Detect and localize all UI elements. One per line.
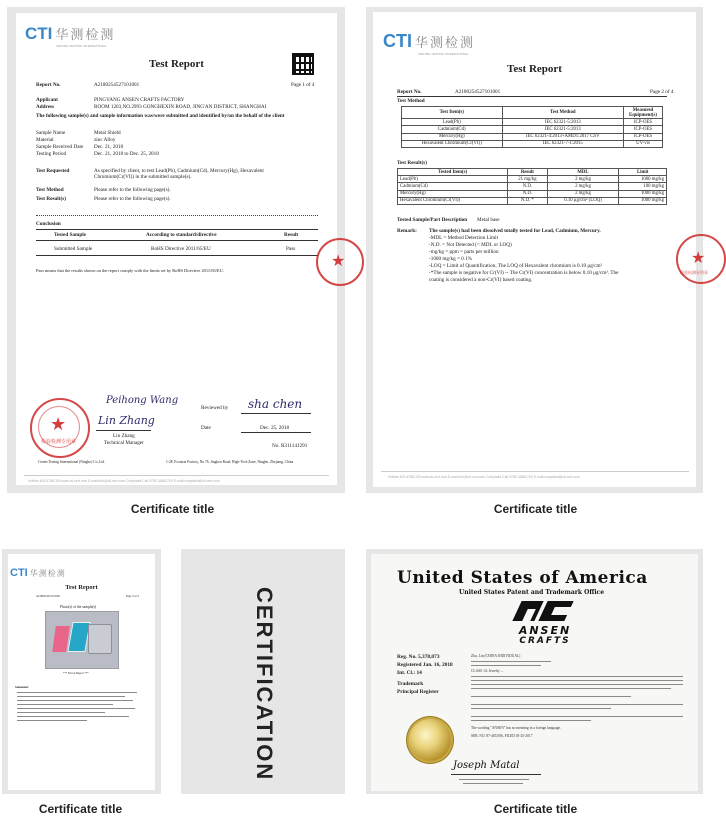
- table-cell: 2 mg/kg: [547, 190, 619, 197]
- table-row: [398, 190, 667, 197]
- goods-description: CLASS 14: Jewelry ...: [471, 669, 504, 673]
- director-signature: Joseph Matal: [453, 760, 520, 771]
- test-method-label: Test Method: [397, 98, 425, 104]
- conclusion-label: Conclusion: [36, 221, 61, 227]
- report-date: Dec. 25, 2018: [260, 425, 290, 431]
- table-cell: 1000 mg/kg: [619, 197, 667, 204]
- ac-emblem-icon: [513, 599, 573, 623]
- sample-note: The following sample(s) and sample information was/were submitted and identified by/on the behalf of the client: [36, 113, 285, 119]
- certificate-caption: Certificate title: [493, 802, 578, 816]
- method-col-method: Test Method: [502, 107, 623, 119]
- table-row: [402, 119, 663, 126]
- certificate-caption: Certificate title: [493, 502, 578, 516]
- star-icon: ★: [50, 414, 67, 435]
- conclusion-header: Tested Sample: [54, 232, 86, 238]
- page-number: Page 3 of 4: [126, 595, 139, 598]
- field-value: zinc Alloy: [94, 137, 116, 143]
- table-cell: 1000 mg/kg: [619, 176, 667, 183]
- test-method: Please refer to the following page(s).: [94, 187, 171, 193]
- report-title: Test Report: [65, 584, 98, 591]
- remark-line: The sample(s) had been dissolved totally tested for Lead, Cadmium, Mercury.: [429, 228, 601, 234]
- report-title: Test Report: [507, 63, 562, 75]
- owner-info: Zhu, Lin (CHINA INDIVIDUAL): [471, 654, 521, 658]
- reviewer-signature: sha chen: [248, 397, 303, 411]
- table-cell: Cadmium(Cd): [402, 126, 503, 133]
- mark-type: Trademark: [397, 681, 424, 687]
- report-no-label: Report No.: [397, 89, 422, 95]
- separator: [36, 255, 318, 256]
- table-cell: Hexavalent Chromium(Cr(VI)): [402, 140, 503, 147]
- cti-logo: CTI 华测检测: [383, 31, 476, 51]
- contact-footer: Hotline 400-6788-333 www.cti-cert.com E-mail:info@cti-cert.com Complaint Call 0755-33681700 E-mail:complaint@cti-cert.com: [388, 475, 580, 479]
- brand-top: ANSEN: [518, 624, 572, 637]
- table-row: [402, 126, 663, 133]
- table-cell: IEC 62321-5:2013: [502, 119, 623, 126]
- sample-metal-plate: [88, 624, 112, 654]
- statement-text: [17, 696, 125, 697]
- statement-text: [17, 720, 87, 721]
- registration-date: Registered Jan. 16, 2018: [397, 662, 453, 668]
- table-cell: N.D. *: [508, 197, 547, 204]
- remark-line: coating is considered a non-Cr(VI) based coating.: [429, 277, 533, 283]
- results-col-mdl: MDL: [547, 169, 619, 176]
- certificate-caption: Certificate title: [38, 802, 123, 816]
- conclusion-cell: Submitted Sample: [54, 246, 93, 252]
- statement-text: [17, 704, 113, 705]
- table-cell: IEC 62321-7-1:2015: [502, 140, 623, 147]
- approver-name: Lin Zhang: [113, 433, 135, 439]
- test-results-label: Test Result(s): [397, 160, 427, 166]
- registration-number: Reg. No. 5,378,073: [397, 654, 440, 660]
- test-report-page-2[interactable]: [373, 12, 708, 487]
- goods-text: [471, 720, 591, 721]
- goods-text: [471, 680, 683, 681]
- report-no: A2180254527101001: [94, 82, 140, 88]
- director-title: [463, 783, 523, 784]
- field-label: Testing Period: [36, 151, 67, 157]
- pass-note: Pass means that the results shown on the report comply with the limits set by RoHS Directive 2011/65/EU.: [36, 268, 224, 273]
- cti-logo: CTI 华测检测: [10, 567, 66, 579]
- ansen-logo: [499, 599, 591, 647]
- owner-text: [471, 661, 551, 662]
- statement-label: Statement:: [15, 685, 29, 689]
- field-label: Sample Name: [36, 130, 66, 136]
- mark-note: The wording "ANSEN" has no meaning in a foreign language.: [471, 726, 561, 730]
- company-address: 1-2F, Ecotaria Factory, No.76, Jingkou Road, High-Tech Zone, Ningbo, Zhejiang, China: [166, 460, 294, 464]
- director-title: [459, 779, 529, 780]
- gold-seal: [409, 719, 451, 761]
- table-row: [398, 183, 667, 190]
- page-number: Page 1 of 4: [291, 82, 315, 88]
- results-col-result: Result: [508, 169, 547, 176]
- table-cell: Mercury(Hg): [402, 133, 503, 140]
- conclusion-cell: RoHS Directive 2011/65/EU: [151, 246, 211, 252]
- table-cell: 2 mg/kg: [547, 183, 619, 190]
- certificate-card-2: [366, 7, 708, 493]
- goods-text: [471, 676, 683, 677]
- tested-part: Metal base: [477, 217, 500, 223]
- statement-text: [17, 716, 129, 717]
- field-value: Dec. 21, 2018: [94, 144, 124, 150]
- sample-photo: [45, 611, 119, 669]
- certificate-card-1: [7, 7, 345, 493]
- table-cell: Lead(Pb): [398, 176, 508, 183]
- applicant-label: Applicant: [36, 97, 58, 103]
- results-col-limit: Limit: [619, 169, 667, 176]
- serial-number: SER. NO. 87-465,956, FILED 05-25-2017: [471, 734, 533, 738]
- conclusion-header: Result: [284, 232, 299, 238]
- side-seal: [316, 238, 364, 286]
- cti-logo-subtitle: CENTRE TESTING INTERNATIONAL: [56, 44, 107, 48]
- separator: [96, 430, 151, 431]
- field-label: Material: [36, 137, 54, 143]
- owner-text: [471, 665, 541, 666]
- reviewed-label: Reviewed by: [201, 405, 229, 411]
- separator: [36, 215, 318, 216]
- side-seal: [676, 234, 726, 284]
- remark-line: -1000 mg/kg = 0.1%: [429, 256, 472, 262]
- goods-text: [471, 716, 683, 717]
- remark-line: -*The sample is negative for Cr(VI) -- The Cr(VI) concentration is below 0.10 μg/cm². The: [429, 270, 619, 276]
- conclusion-cell: Pass: [286, 246, 296, 252]
- seal-text: 检验检测专用章: [680, 270, 708, 275]
- field-value: Dec. 21, 2018 to Dec. 25, 2018: [94, 151, 159, 157]
- date-label: Date: [201, 425, 211, 431]
- test-results: Please refer to the following page(s).: [94, 196, 171, 202]
- test-requested: As specified by client, to test Lead(Pb), Cadmium(Cd), Mercury(Hg), Hexavalent Chromium(Cr(VI)) in the submitted sample(s).: [94, 168, 264, 180]
- report-no-label: Report No.: [36, 82, 61, 88]
- trademark-certificate[interactable]: [371, 554, 698, 791]
- international-class: Int. Cl.: 14: [397, 670, 422, 676]
- goods-text: [471, 688, 671, 689]
- table-cell: N.D.: [508, 183, 547, 190]
- table-cell: 100 mg/kg: [619, 183, 667, 190]
- separator: [36, 240, 318, 241]
- tested-part-label: Tested Sample/Part Description: [397, 217, 468, 223]
- separator: [241, 413, 311, 414]
- table-cell: 2 mg/kg: [547, 176, 619, 183]
- page-number: Page 2 of 4: [650, 89, 674, 95]
- applicant: PINGYANG ANSEN CRAFTS FACTORY: [94, 97, 185, 103]
- method-col-item: Test Item(s): [402, 107, 503, 119]
- table-cell: 1000 mg/kg: [619, 190, 667, 197]
- address-label: Address: [36, 104, 55, 110]
- table-row: [398, 197, 667, 204]
- brand-bottom: CRAFTS: [519, 636, 571, 646]
- approver-title: Technical Manager: [104, 440, 144, 446]
- field-value: Metal Shield: [94, 130, 121, 136]
- goods-text: [471, 708, 611, 709]
- register-type: Principal Register: [397, 689, 439, 695]
- results-table: [397, 168, 667, 205]
- table-cell: IEC 62321-5:2013: [502, 126, 623, 133]
- goods-text: [471, 696, 631, 697]
- table-row: [398, 176, 667, 183]
- table-cell: ICP-OES: [624, 126, 663, 133]
- conclusion-header: According to standard/directive: [146, 232, 217, 238]
- report-title: Test Report: [149, 58, 204, 70]
- star-icon: ★: [691, 248, 706, 267]
- remark-line: -LOQ = Limit of Quantification, The LOQ of Hexavalent chromium is 0.10 μg/cm²: [429, 263, 603, 269]
- test-method-label: Test Method: [36, 187, 64, 193]
- approver-signature: Lin Zhang: [98, 414, 155, 427]
- certificate-card-3: [2, 549, 161, 794]
- certificate-caption: Certificate title: [130, 502, 215, 516]
- certificate-subheading: United States Patent and Trademark Office: [459, 589, 605, 596]
- contact-footer: Hotline 400-6788-333 www.cti-cert.com E-mail:info@cti-cert.com Complaint Call 0755-33681700 E-mail:complaint@cti-cert.com: [28, 479, 220, 483]
- footer-rule: [24, 475, 329, 476]
- goods-text: [471, 684, 683, 685]
- test-report-page-3[interactable]: [8, 554, 155, 790]
- report-serial: R311141291: [280, 443, 308, 449]
- certificate-card-5: [366, 549, 703, 794]
- table-cell: IEC 62321-4:2013+AMD1:2017 CSV: [502, 133, 623, 140]
- report-no: A2180254527101001: [36, 595, 61, 598]
- table-cell: 0.10 μg/cm² (LOQ): [547, 197, 619, 204]
- address: ROOM 1203,NO.2993 GONGHEXIN ROAD, JING'AN DISTRICT, SHANGHAI: [94, 104, 267, 110]
- company-footer: Centre Testing International (Ningbo) Co.,Ltd.: [38, 460, 106, 464]
- separator: [451, 774, 541, 775]
- certification-banner: [181, 549, 345, 794]
- separator: [36, 229, 318, 230]
- results-col-item: Tested Item(s): [398, 169, 508, 176]
- star-icon: ★: [331, 251, 346, 270]
- cti-logo: CTI 华测检测: [25, 24, 116, 43]
- seal-text: 检验检测专用章: [41, 439, 77, 445]
- photo-caption: *** End of Report ***: [63, 672, 89, 675]
- company-seal: [30, 398, 90, 458]
- remark-line: -mg/kg = ppm = parts per million: [429, 249, 499, 255]
- footer-rule: [381, 471, 689, 472]
- photo-label: Photo(s) of the sample(s): [60, 605, 97, 609]
- statement-text: [17, 700, 133, 701]
- field-label: Sample Received Date: [36, 144, 84, 150]
- separator: [241, 432, 311, 433]
- table-row: [402, 140, 663, 147]
- table-row: [402, 133, 663, 140]
- separator: [397, 96, 667, 97]
- method-table: [401, 106, 663, 148]
- goods-text: [471, 704, 683, 705]
- table-cell: ICP-OES: [624, 133, 663, 140]
- certificate-heading: United States of America: [397, 568, 648, 588]
- test-requested-label: Test Requested: [36, 168, 70, 174]
- prepared-signature: Peihong Wang: [106, 395, 179, 406]
- cti-logo-subtitle: CENTRE TESTING INTERNATIONAL: [418, 52, 469, 56]
- test-report-page-1[interactable]: [16, 13, 346, 485]
- method-col-equipment: Measured Equipment(s): [624, 107, 663, 119]
- remark-label: Remark:: [397, 228, 417, 234]
- statement-text: [17, 712, 105, 713]
- statement-text: [17, 692, 137, 693]
- table-cell: Lead(Pb): [402, 119, 503, 126]
- remark-line: -MDL = Method Detection Limit: [429, 235, 499, 241]
- table-cell: N.D.: [508, 190, 547, 197]
- statement-text: [17, 708, 135, 709]
- certification-label: CERTIFICATION: [252, 587, 277, 782]
- table-cell: Hexavalent Chromium(Cr(VI)): [398, 197, 508, 204]
- no-label: No.: [272, 443, 280, 449]
- table-cell: Mercury(Hg): [398, 190, 508, 197]
- remark-line: -N.D. = Not Detected (< MDL or LOQ): [429, 242, 512, 248]
- table-cell: Cadmium(Cd): [398, 183, 508, 190]
- report-no: A2180254527101001: [455, 89, 501, 95]
- table-cell: ICP-OES: [624, 119, 663, 126]
- table-cell: UV-vis: [624, 140, 663, 147]
- test-results-label: Test Result(s): [36, 196, 66, 202]
- table-cell: 21 mg/kg: [508, 176, 547, 183]
